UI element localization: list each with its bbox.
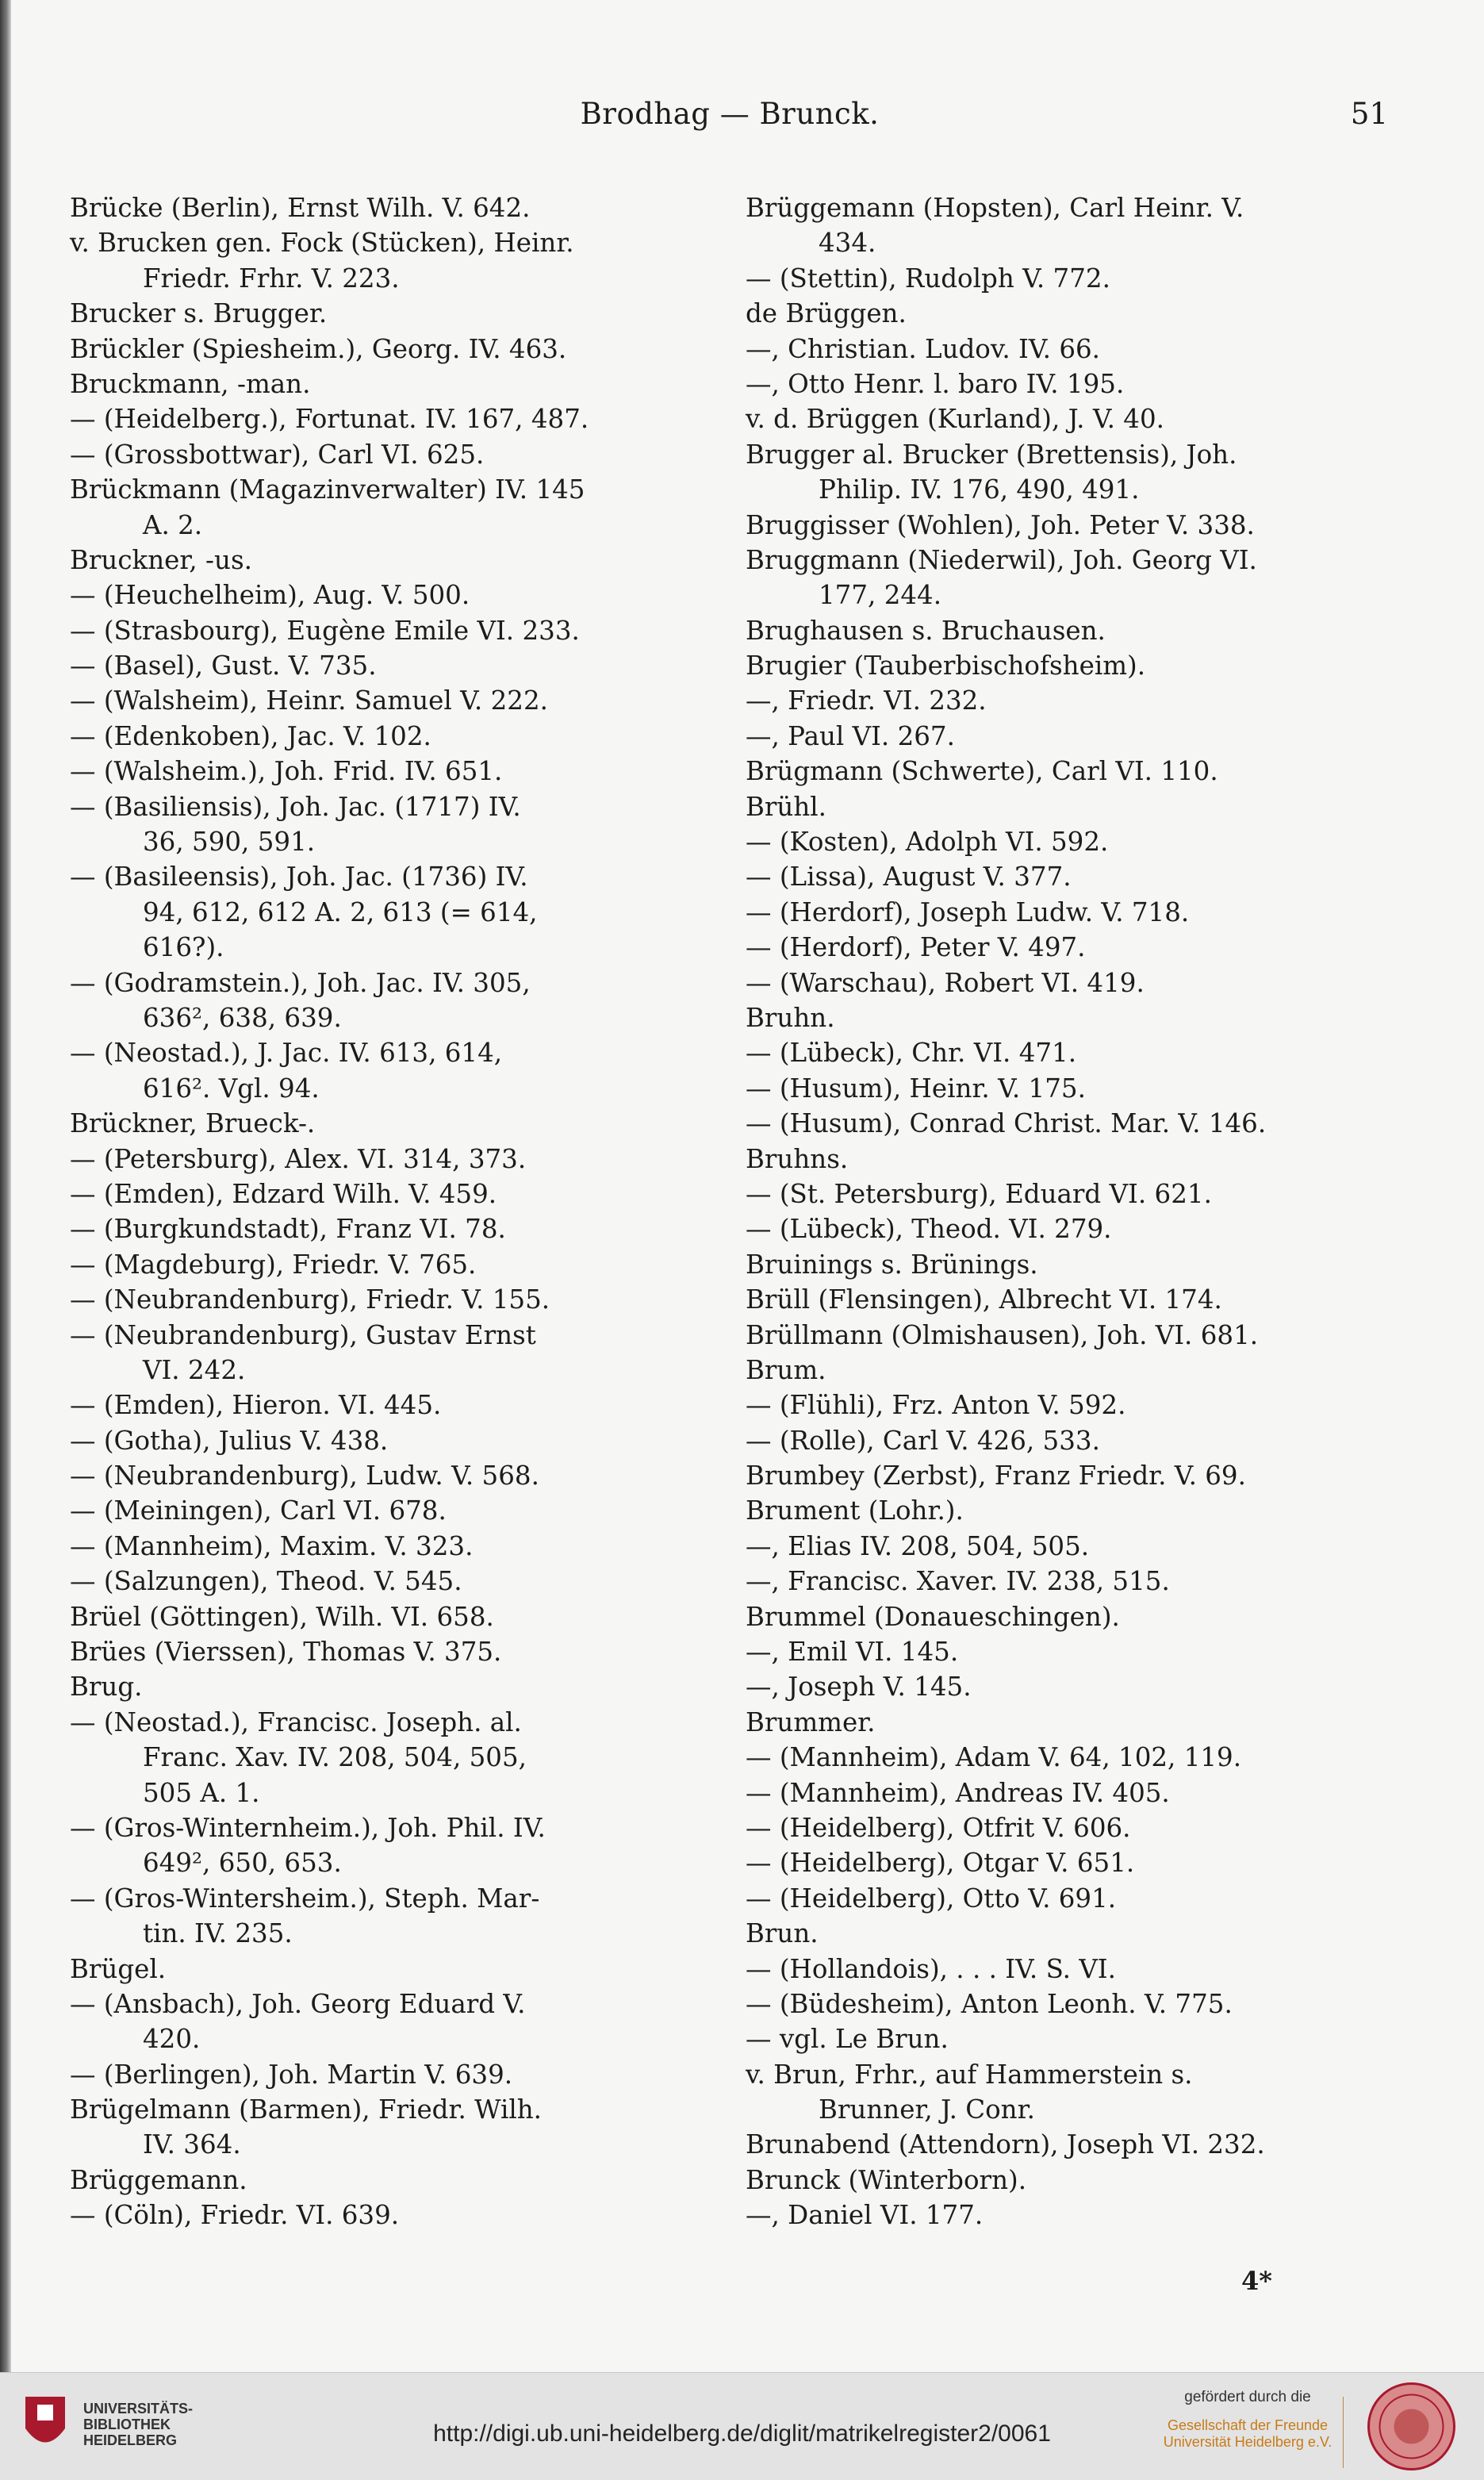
index-entry: Brumbey (Zerbst), Franz Friedr. V. 69.: [746, 1461, 1246, 1491]
page-header: [71, 97, 1388, 144]
index-entry: tin. IV. 235.: [143, 1918, 293, 1949]
book-spine-edge: [0, 0, 11, 2372]
index-entry: Brucker s. Brugger.: [70, 298, 328, 329]
index-entry: — (Neostad.), Francisc. Joseph. al.: [70, 1706, 522, 1737]
index-entry: Philip. IV. 176, 490, 491.: [819, 474, 1140, 505]
index-entry: Bruckner, -us.: [70, 544, 252, 575]
index-entry: 94, 612, 612 A. 2, 613 (= 614,: [143, 896, 538, 927]
index-entry: Brückmann (Magazinverwalter) IV. 145: [70, 474, 585, 505]
index-entry: — (Godramstein.), Joh. Jac. IV. 305,: [70, 967, 531, 998]
index-entry: — (Emden), Edzard Wilh. V. 459.: [70, 1178, 497, 1209]
index-entry: Bruckmann, -man.: [70, 368, 311, 399]
index-entry: Brüllmann (Olmishausen), Joh. VI. 681.: [746, 1319, 1259, 1350]
index-entry: — (Gros-Winternheim.), Joh. Phil. IV.: [70, 1812, 546, 1843]
sponsor-name: [1148, 2417, 1347, 2451]
sponsor-name-line: Gesellschaft der Freunde: [1167, 2417, 1329, 2433]
index-entry: Brüll (Flensingen), Albrecht VI. 174.: [746, 1284, 1222, 1315]
index-entry: — (Lissa), August V. 377.: [746, 862, 1072, 893]
index-entry: —, Joseph V. 145.: [746, 1672, 972, 1703]
index-entry: — (St. Petersburg), Eduard VI. 621.: [746, 1178, 1212, 1209]
index-entry: Brügmann (Schwerte), Carl VI. 110.: [746, 756, 1218, 787]
index-entry: — (Heidelberg), Otgar V. 651.: [746, 1848, 1135, 1879]
index-entry: Brug.: [70, 1672, 143, 1703]
index-entry: — (Petersburg), Alex. VI. 314, 373.: [70, 1143, 527, 1174]
index-entry: — (Magdeburg), Friedr. V. 765.: [70, 1249, 477, 1280]
index-entry: 36, 590, 591.: [143, 827, 316, 858]
running-title: Brodhag — Brunck.: [580, 97, 880, 131]
index-entry: — (Flühli), Frz. Anton V. 592.: [746, 1390, 1126, 1421]
index-entry: 434.: [819, 228, 876, 259]
university-seal-icon: [1366, 2381, 1457, 2472]
index-entry: Brummer.: [746, 1706, 876, 1737]
index-entry: —, Friedr. VI. 232.: [746, 685, 987, 716]
index-entry: 649², 650, 653.: [143, 1848, 342, 1879]
index-entry: Brückler (Spiesheim.), Georg. IV. 463.: [70, 333, 567, 364]
index-entry: — (Büdesheim), Anton Leonh. V. 775.: [746, 1988, 1233, 2019]
sponsor-divider: [1343, 2397, 1344, 2468]
index-entry: 420.: [143, 2024, 201, 2055]
index-entry: Brun.: [746, 1918, 819, 1949]
index-entry: — (Neubrandenburg), Gustav Ernst: [70, 1319, 536, 1350]
index-entry: — (Berlingen), Joh. Martin V. 639.: [70, 2059, 513, 2090]
index-entry: —, Francisc. Xaver. IV. 238, 515.: [746, 1566, 1170, 1597]
index-entry: — (Emden), Hieron. VI. 445.: [70, 1390, 442, 1421]
index-entry: —, Paul VI. 267.: [746, 720, 955, 751]
index-entry: Bruhn.: [746, 1002, 835, 1033]
index-entry: — (Lübeck), Chr. VI. 471.: [746, 1038, 1077, 1069]
index-entry: — vgl. Le Brun.: [746, 2024, 949, 2055]
index-entry: — (Meiningen), Carl VI. 678.: [70, 1495, 447, 1526]
index-entry: Brugger al. Brucker (Brettensis), Joh.: [746, 439, 1237, 470]
index-entry: 177, 244.: [819, 580, 942, 611]
index-entry: Brument (Lohr.).: [746, 1495, 964, 1526]
index-entry: 616². Vgl. 94.: [143, 1073, 320, 1104]
index-entry: — (Rolle), Carl V. 426, 533.: [746, 1425, 1100, 1456]
index-entry: — (Husum), Heinr. V. 175.: [746, 1073, 1086, 1104]
index-entry: —, Christian. Ludov. IV. 66.: [746, 333, 1101, 364]
index-entry: — (Heidelberg), Otto V. 691.: [746, 1883, 1117, 1914]
index-entry: — (Hollandois), . . . IV. S. VI.: [746, 1953, 1116, 1984]
index-entry: Brückner, Brueck-.: [70, 1108, 316, 1139]
index-entry: Brunck (Winterborn).: [746, 2164, 1027, 2195]
index-entry: v. Brun, Frhr., auf Hammerstein s.: [746, 2059, 1193, 2090]
index-entry: — (Ansbach), Joh. Georg Eduard V.: [70, 1988, 526, 2019]
index-entry: Bruhns.: [746, 1143, 849, 1174]
permalink-url[interactable]: http://digi.ub.uni-heidelberg.de/diglit/matrikelregister2/0061: [433, 2420, 1051, 2447]
sponsor-name-line: Universität Heidelberg e.V.: [1163, 2434, 1333, 2450]
index-entry: Brughausen s. Bruchausen.: [746, 615, 1106, 646]
index-entry: Bruinings s. Brünings.: [746, 1249, 1038, 1280]
index-entry: —, Emil VI. 145.: [746, 1637, 959, 1668]
index-entry: — (Warschau), Robert VI. 419.: [746, 967, 1145, 998]
index-entry: — (Herdorf), Joseph Ludw. V. 718.: [746, 896, 1190, 927]
index-entry: Brüggemann (Hopsten), Carl Heinr. V.: [746, 193, 1244, 223]
index-entry: — (Grossbottwar), Carl VI. 625.: [70, 439, 485, 470]
index-entry: Brunner, J. Conr.: [819, 2094, 1035, 2125]
index-entry: — (Husum), Conrad Christ. Mar. V. 146.: [746, 1108, 1267, 1139]
page-number: 51: [1350, 97, 1388, 131]
index-entry: — (Heidelberg), Otfrit V. 606.: [746, 1812, 1131, 1843]
index-entry: —, Elias IV. 208, 504, 505.: [746, 1530, 1090, 1561]
index-entry: IV. 364.: [143, 2129, 241, 2160]
library-line: UNIVERSITÄTS-: [83, 2401, 194, 2417]
index-entry: — (Neostad.), J. Jac. IV. 613, 614,: [70, 1038, 503, 1069]
index-entry: — (Basileensis), Joh. Jac. (1736) IV.: [70, 862, 528, 893]
index-entry: — (Mannheim), Maxim. V. 323.: [70, 1530, 474, 1561]
sponsor-intro: gefördert durch die: [1184, 2389, 1311, 2405]
index-entry: Brugier (Tauberbischofsheim).: [746, 651, 1146, 681]
index-entry: —, Daniel VI. 177.: [746, 2200, 984, 2231]
index-entry: Brües (Vierssen), Thomas V. 375.: [70, 1637, 502, 1668]
left-column: [70, 190, 688, 2233]
index-entry: Bruggisser (Wohlen), Joh. Peter V. 338.: [746, 509, 1255, 540]
index-entry: — (Lübeck), Theod. VI. 279.: [746, 1214, 1112, 1245]
index-entry: 616?).: [143, 932, 224, 963]
index-entry: Brum.: [746, 1354, 826, 1385]
index-entry: Brüggemann.: [70, 2164, 247, 2195]
library-line: BIBLIOTHEK: [83, 2417, 171, 2432]
viewer-footer: [0, 2372, 1484, 2480]
index-entry: de Brüggen.: [746, 298, 907, 329]
index-entry: — (Mannheim), Adam V. 64, 102, 119.: [746, 1742, 1242, 1773]
index-entry: — (Edenkoben), Jac. V. 102.: [70, 720, 431, 751]
index-entry: Franc. Xav. IV. 208, 504, 505,: [143, 1742, 527, 1773]
index-entry: Brügelmann (Barmen), Friedr. Wilh.: [70, 2094, 542, 2125]
index-entry: — (Kosten), Adolph VI. 592.: [746, 827, 1109, 858]
library-line: HEIDELBERG: [83, 2432, 178, 2448]
index-entry: — (Burgkundstadt), Franz VI. 78.: [70, 1214, 506, 1245]
index-entry: A. 2.: [143, 509, 203, 540]
index-entry: 505 A. 1.: [143, 1777, 260, 1808]
index-entry: — (Mannheim), Andreas IV. 405.: [746, 1777, 1170, 1808]
index-entry: Brügel.: [70, 1953, 167, 1984]
index-entry: Bruggmann (Niederwil), Joh. Georg VI.: [746, 544, 1257, 575]
index-entry: — (Walsheim), Heinr. Samuel V. 222.: [70, 685, 548, 716]
index-entry: — (Stettin), Rudolph V. 772.: [746, 263, 1110, 294]
index-entry: Brücke (Berlin), Ernst Wilh. V. 642.: [70, 193, 531, 223]
index-entry: — (Basiliensis), Joh. Jac. (1717) IV.: [70, 791, 521, 822]
sponsor-block: [1148, 2389, 1347, 2451]
index-entry: Brühl.: [746, 791, 827, 822]
index-entry: Brunabend (Attendorn), Joseph VI. 232.: [746, 2129, 1265, 2160]
index-entry: — (Strasbourg), Eugène Emile VI. 233.: [70, 615, 580, 646]
index-entry: — (Salzungen), Theod. V. 545.: [70, 1566, 462, 1597]
index-entry: —, Otto Henr. l. baro IV. 195.: [746, 368, 1125, 399]
index-entry: v. d. Brüggen (Kurland), J. V. 40.: [746, 404, 1164, 435]
index-entry: — (Neubrandenburg), Ludw. V. 568.: [70, 1461, 539, 1491]
signature-mark: 4*: [1241, 2266, 1272, 2296]
right-column: [746, 190, 1396, 2233]
index-entry: Brummel (Donaueschingen).: [746, 1601, 1120, 1632]
index-entry: — (Herdorf), Peter V. 497.: [746, 932, 1086, 963]
index-entry: — (Basel), Gust. V. 735.: [70, 651, 377, 681]
index-entry: — (Heidelberg.), Fortunat. IV. 167, 487.: [70, 404, 589, 435]
index-entry: Brüel (Göttingen), Wilh. VI. 658.: [70, 1601, 494, 1632]
index-entry: Friedr. Frhr. V. 223.: [143, 263, 400, 294]
index-entry: — (Heuchelheim), Aug. V. 500.: [70, 580, 470, 611]
index-entry: — (Neubrandenburg), Friedr. V. 155.: [70, 1284, 550, 1315]
index-entry: VI. 242.: [143, 1354, 246, 1385]
index-entry: v. Brucken gen. Fock (Stücken), Heinr.: [70, 228, 574, 259]
index-entry: — (Gotha), Julius V. 438.: [70, 1425, 389, 1456]
index-entry: — (Gros-Wintersheim.), Steph. Mar-: [70, 1883, 540, 1914]
index-entry: — (Cöln), Friedr. VI. 639.: [70, 2200, 400, 2231]
index-entry: 636², 638, 639.: [143, 1002, 342, 1033]
index-entry: — (Walsheim.), Joh. Frid. IV. 651.: [70, 756, 503, 787]
